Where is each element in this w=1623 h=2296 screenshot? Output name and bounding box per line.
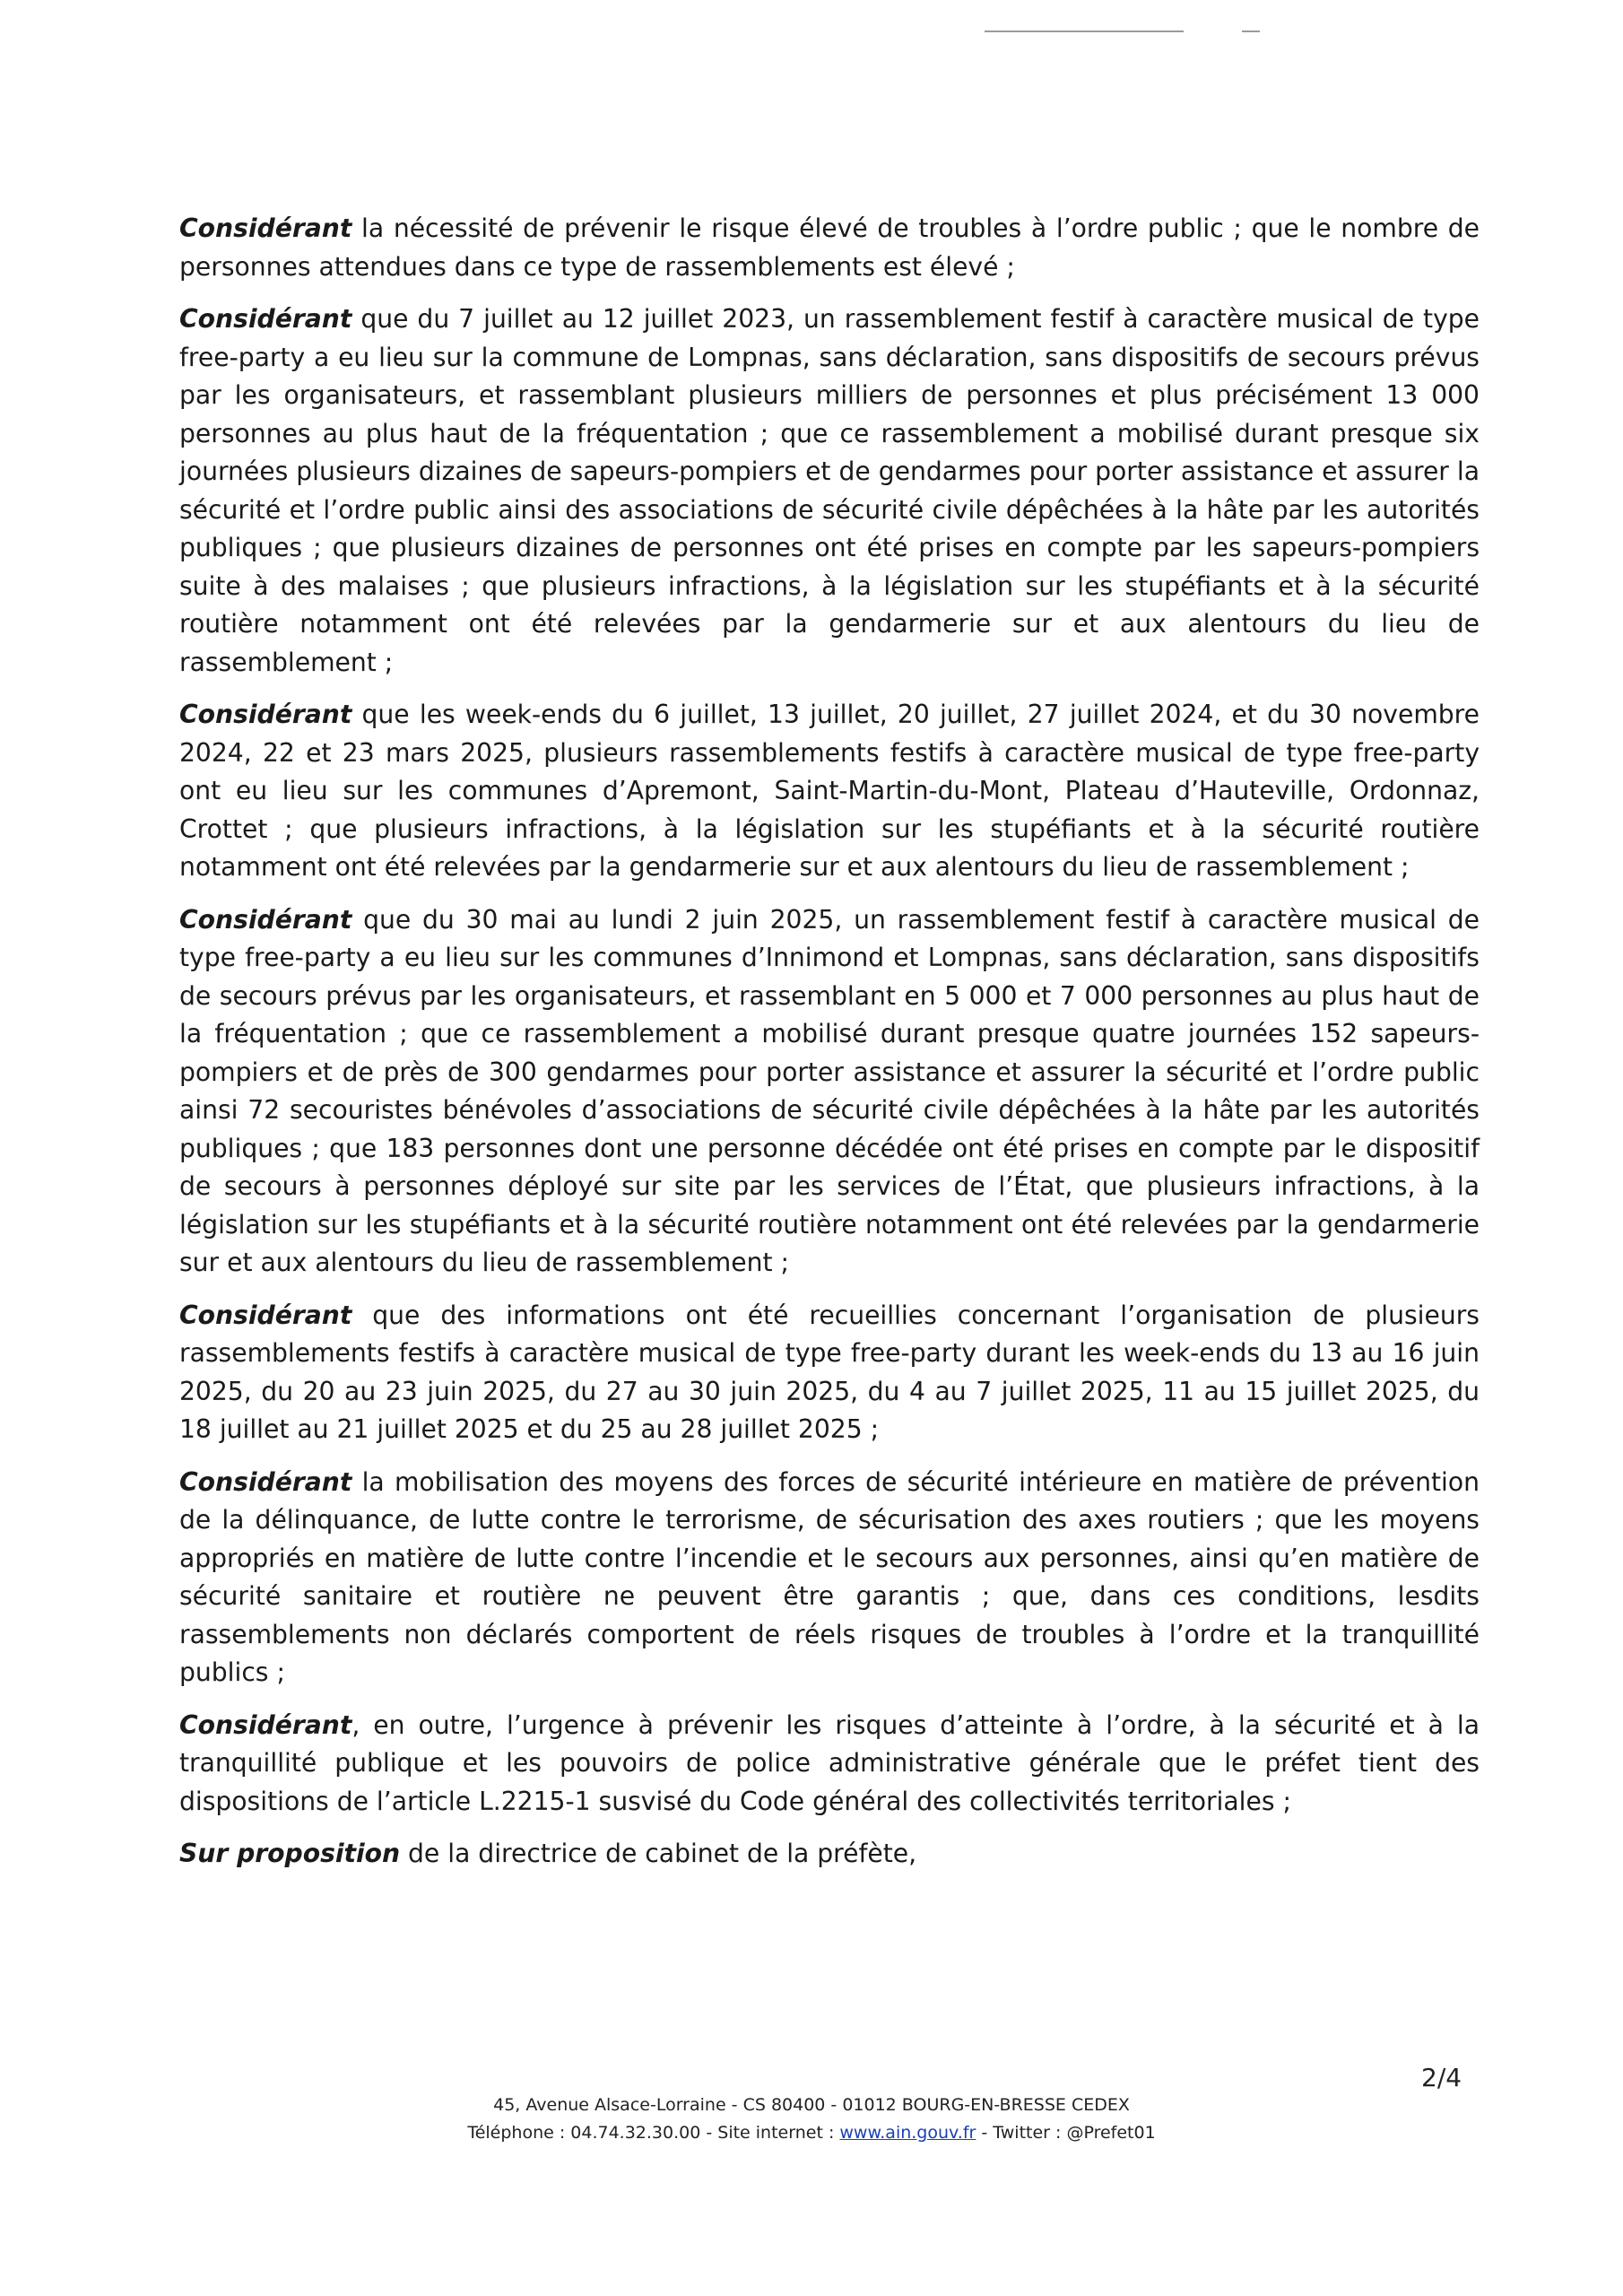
page-number: 2/4 [1421,2063,1462,2092]
paragraph-lead: Considérant [179,1466,352,1497]
footer-twitter: - Twitter : @Prefet01 [976,2123,1156,2143]
paragraph [179,300,1480,682]
footer-phone: Téléphone : 04.74.32.30.00 - Site internet : [467,2123,840,2143]
paragraph [179,1707,1480,1822]
paragraph [179,210,1480,286]
paragraph [179,901,1480,1283]
paragraph [179,1297,1480,1449]
header-rule [985,30,1184,32]
paragraph-text: que des informations ont été recueillies concernant l’organisation de plusieurs rassemblements festifs à caractère musical de type free-party durant les week-ends du 13 au 16 juin 2025, du 20 au 23 juin 2025, du 27 au 30 juin 2025, du 4 au 7 juillet 2025, 11 au 15 juillet 2025, du 18 juillet au 21 juillet 2025 et du 25 au 28 juillet 2025 ; [179,1300,1480,1444]
paragraph-lead: Considérant [179,904,352,935]
paragraph-text: la mobilisation des moyens des forces de sécurité intérieure en matière de prévention de la délinquance, de lutte contre le terrorisme, de sécurisation des axes routiers ; que les moyens appropriés en matière de lutte contre l’incendie et le secours aux personnes, ainsi qu’en matière de sécurité sanitaire et routière ne peuvent être garantis ; que, dans ces conditions, lesdits rassemblements non déclarés comportent de réels risques de troubles à l’ordre et la tranquillité publics ; [179,1466,1480,1687]
website-link[interactable]: www.ain.gouv.fr [839,2123,976,2143]
paragraph [179,1835,1480,1874]
paragraph-text: , en outre, l’urgence à prévenir les risques d’atteinte à l’ordre, à la sécurité et à la tranquillité publique et les pouvoirs de police administrative générale que le préfet tient des dispositions de l’article L.2215-1 susvisé du Code général des collectivités territoriales ; [179,1709,1480,1816]
paragraph [179,1464,1480,1692]
paragraph [179,696,1480,887]
footer [0,2092,1623,2147]
paragraph-text: que les week-ends du 6 juillet, 13 juillet, 20 juillet, 27 juillet 2024, et du 30 novembre 2024, 22 et 23 mars 2025, plusieurs rassemblements festifs à caractère musical de type free-party ont eu lieu sur les communes d’Apremont, Saint-Martin-du-Mont, Plateau d’Hauteville, Ordonnaz, Crottet ; que plusieurs infractions, à la législation sur les stupéfiants et à la sécurité routière notamment ont été relevées par la gendarmerie sur et aux alentours du lieu de rassemblement ; [179,700,1480,882]
paragraph-lead: Considérant [179,213,352,243]
paragraph-lead: Considérant [179,304,352,334]
paragraph-lead: Considérant [179,1300,352,1330]
paragraph-lead: Sur proposition [179,1839,401,1868]
document-body [179,210,1480,1888]
footer-contact [0,2119,1623,2147]
paragraph-lead: Considérant [179,700,352,729]
paragraph-text: la nécessité de prévenir le risque élevé de troubles à l’ordre public ; que le nombre de personnes attendues dans ce type de rassemblements est élevé ; [179,213,1480,282]
paragraph-text: que du 7 juillet au 12 juillet 2023, un rassemblement festif à caractère musical de type free-party a eu lieu sur la commune de Lompnas, sans déclaration, sans dispositifs de secours prévus par les organisateurs, et rassemblant plusieurs milliers de personnes et plus précisément 13 000 personnes au plus haut de la fréquentation ; que ce rassemblement a mobilisé durant presque six journées plusieurs dizaines de sapeurs-pompiers et de gendarmes pour porter assistance et assurer la sécurité et l’ordre public ainsi des associations de sécurité civile dépêchées à la hâte par les autorités publiques ; que plusieurs dizaines de personnes ont été prises en compte par les sapeurs-pompiers suite à des malaises ; que plusieurs infractions, à la législation sur les stupéfiants et à la sécurité routière notamment ont été relevées par la gendarmerie sur et aux alentours du lieu de rassemblement ; [179,304,1480,677]
paragraph-lead: Considérant [179,1709,352,1740]
paragraph-text: que du 30 mai au lundi 2 juin 2025, un rassemblement festif à caractère musical de type free-party a eu lieu sur les communes d’Innimond et Lompnas, sans déclaration, sans dispositifs de secours prévus par les organisateurs, et rassemblant en 5 000 et 7 000 personnes au plus haut de la fréquentation ; que ce rassemblement a mobilisé durant presque quatre journées 152 sapeurs-pompiers et de près de 300 gendarmes pour porter assistance et assurer la sécurité et l’ordre public ainsi 72 secouristes bénévoles d’associations de sécurité civile dépêchées à la hâte par les autorités publiques ; que 183 personnes dont une personne décédée ont été prises en compte par le dispositif de secours à personnes déployé sur site par les services de l’État, que plusieurs infractions, à la législation sur les stupéfiants et à la sécurité routière notamment ont été relevées par la gendarmerie sur et aux alentours du lieu de rassemblement ; [179,904,1480,1277]
paragraph-text: de la directrice de cabinet de la préfète, [400,1839,917,1868]
footer-address: 45, Avenue Alsace-Lorraine - CS 80400 - 01012 BOURG-EN-BRESSE CEDEX [493,2095,1130,2115]
header-rule-short [1242,30,1260,32]
